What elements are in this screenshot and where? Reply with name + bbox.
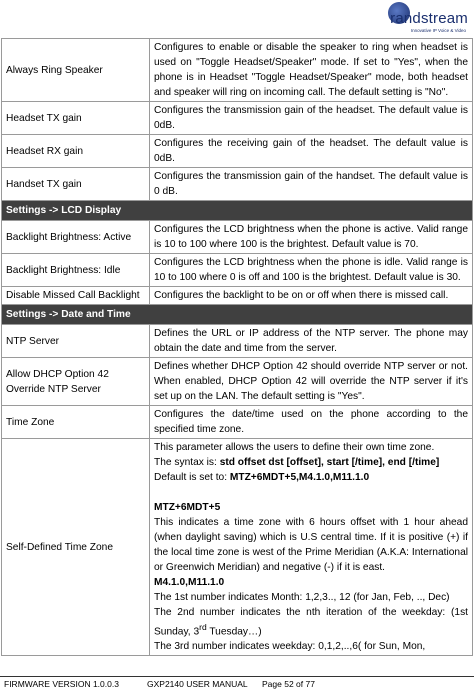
table-row [2,439,473,656]
footer-page: Page 52 of 77 [262,679,315,689]
setting-description: Configures the transmission gain of the handset. The default value is 0 dB. [150,168,473,201]
sdtz-rule-title: M4.1.0,M11.1.0 [154,577,225,588]
sdtz-rule-weekday: The 3rd number indicates weekday: 0,1,2,..,6( for Sun, Mon, [154,641,426,653]
sdtz-intro: This parameter allows the users to define their own time zone. [154,442,435,453]
logo-brand: randstream [390,10,468,27]
setting-description: Configures to enable or disable the speaker to ring when headset is used on "Toggle Headset/Speaker" mode. If set to "Yes", when the phone is in Headset "Toggle Headset/Speaker" mode, both headset and speaker will ring on incoming call. The default setting is "No". [150,39,473,102]
table-row [2,102,473,135]
footer-manual: GXP2140 USER MANUAL [147,679,248,689]
setting-name: Backlight Brightness: Idle [2,254,150,287]
settings-table [1,38,473,656]
section-header [2,305,473,325]
setting-description: Configures the backlight to be on or off when there is missed call. [150,287,473,305]
setting-description: Configures the transmission gain of the headset. The default value is 0dB. [150,102,473,135]
setting-name: Handset TX gain [2,168,150,201]
section-title: Settings -> LCD Display [2,201,473,221]
grandstream-logo [388,0,468,38]
table-row [2,287,473,305]
setting-name: Headset TX gain [2,102,150,135]
setting-description: Configures the LCD brightness when the phone is active. Valid range is 10 to 100 where 100 is the brightest. Default value is 70. [150,221,473,254]
footer-version: FIRMWARE VERSION 1.0.0.3 [4,679,119,689]
setting-description: Defines whether DHCP Option 42 should override NTP server or not. When enabled, DHCP Option 42 will override the NTP server if it's set up on the LAN. The default setting is "Yes". [150,358,473,406]
table-row [2,254,473,287]
setting-name: NTP Server [2,325,150,358]
sdtz-rule-month: The 1st number indicates Month: 1,2,3.., 12 (for Jan, Feb, .., Dec) [154,592,450,603]
table-row [2,168,473,201]
section-header [2,201,473,221]
table-row [2,406,473,439]
setting-name: Backlight Brightness: Active [2,221,150,254]
setting-name: Always Ring Speaker [2,39,150,102]
table-row [2,39,473,102]
setting-description: Configures the date/time used on the phone according to the specified time zone. [150,406,473,439]
sdtz-default: Default is set to: MTZ+6MDT+5,M4.1.0,M11.1.0 [154,472,370,483]
setting-name: Allow DHCP Option 42 Override NTP Server [2,358,150,406]
setting-description: Configures the LCD brightness when the phone is idle. Valid range is 10 to 100 where 0 is off and 100 is the brightest. Default value is 30. [150,254,473,287]
page-footer [0,676,474,691]
setting-name: Self-Defined Time Zone [2,439,150,656]
table-row [2,135,473,168]
table-row [2,221,473,254]
sdtz-rule-iteration: The 2nd number indicates the nth iteration of the weekday: (1st Sunday, 3rd Tuesday…) [154,607,468,638]
setting-description: Defines the URL or IP address of the NTP server. The phone may obtain the date and time from the server. [150,325,473,358]
setting-description: Configures the receiving gain of the headset. The default value is 0dB. [150,135,473,168]
section-title: Settings -> Date and Time [2,305,473,325]
setting-name: Headset RX gain [2,135,150,168]
setting-description [150,439,473,656]
table-row [2,325,473,358]
sdtz-syntax: The syntax is: std offset dst [offset], start [/time], end [/time] [154,457,440,468]
setting-name: Disable Missed Call Backlight [2,287,150,305]
sdtz-example-title: MTZ+6MDT+5 [154,502,221,513]
sdtz-example-text: This indicates a time zone with 6 hours offset with 1 hour ahead (when daylight saving) which is U.S central time. If it is positive (+) if the local time zone is west of the Prime Meridian (A.K.A: International or Greenwich Meridian) and negative (-) if it is east. [154,517,468,573]
table-row [2,358,473,406]
setting-name: Time Zone [2,406,150,439]
logo-tagline: Innovative IP Voice & Video [410,28,466,33]
